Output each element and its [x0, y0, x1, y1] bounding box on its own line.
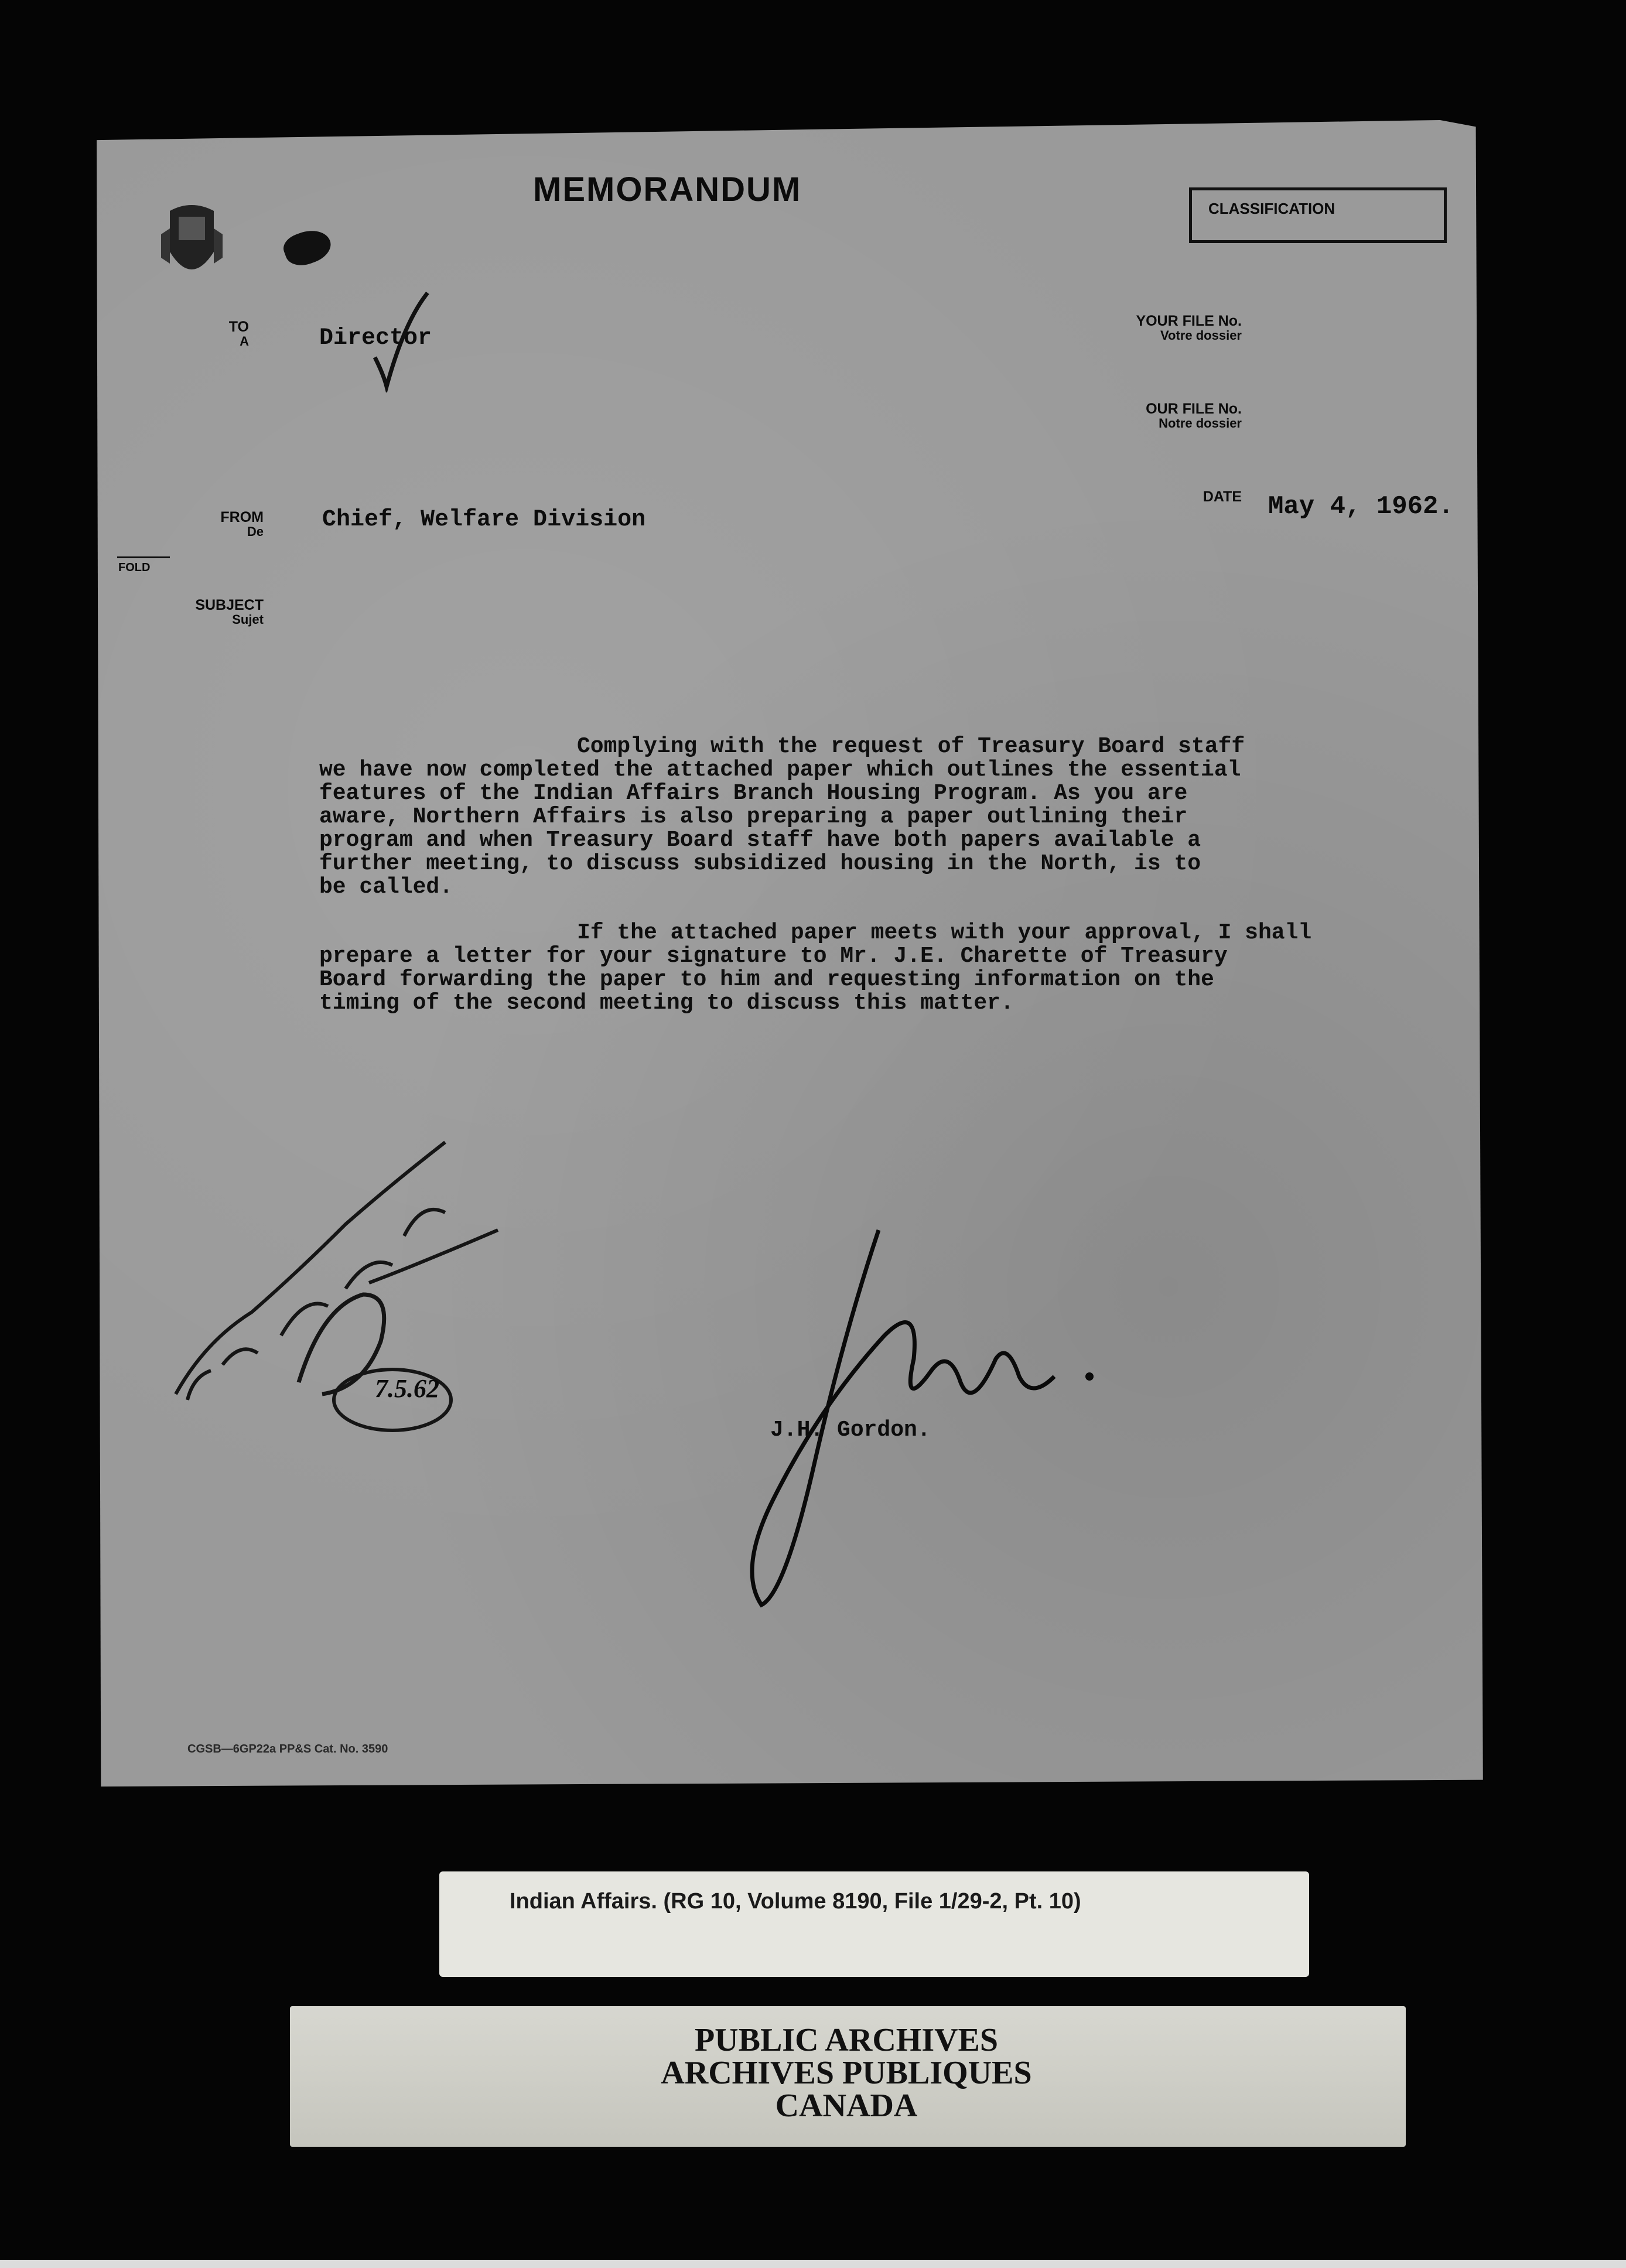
coat-of-arms-icon	[158, 199, 226, 287]
archive-reference-card	[439, 1871, 1309, 1977]
fold-line	[117, 556, 170, 558]
archives-line-3: CANADA	[775, 2088, 918, 2124]
body-paragraph-2: If the attached paper meets with your approval, I shall prepare a letter for your signature to Mr. J.E. Charette of Treasury Board forwarding the paper to him and requesting information on the timing of the second meeting to discuss this matter.	[319, 920, 1312, 1016]
date-label: DATE	[1203, 489, 1242, 505]
handwritten-date: 7.5.62	[375, 1374, 439, 1403]
to-value: Director	[319, 325, 432, 351]
public-archives-label	[290, 2006, 1406, 2147]
memo-title: MEMORANDUM	[533, 170, 802, 209]
from-value: Chief, Welfare Division	[322, 507, 646, 533]
classification-box	[1189, 187, 1447, 243]
memo-body	[319, 735, 1438, 1037]
archives-line-2: ARCHIVES PUBLIQUES	[661, 2055, 1032, 2091]
from-label: FROM De	[220, 509, 264, 539]
fold-label: FOLD	[118, 561, 151, 574]
form-number: CGSB—6GP22a PP&S Cat. No. 3590	[187, 1743, 388, 1755]
classification-label: CLASSIFICATION	[1208, 200, 1335, 217]
public-archives-text	[618, 2024, 1075, 2122]
handwritten-check-mark	[363, 287, 433, 392]
body-paragraph-1: Complying with the request of Treasury Board staff we have now completed the attached paper which outlines the essential features of the Indian Affairs Branch Housing Program. As you are aware, Northern Affairs is also preparing a paper outlining their program and when Treasury Board staff have both papers available a further meeting, to discuss subsidized housing in the North, is to be called.	[319, 734, 1245, 900]
our-file-label: OUR FILE No. Notre dossier	[1146, 401, 1242, 431]
date-value: May 4, 1962.	[1268, 492, 1454, 521]
to-label: TO A	[228, 319, 249, 349]
your-file-label: YOUR FILE No. Votre dossier	[1136, 313, 1242, 343]
archives-line-1: PUBLIC ARCHIVES	[694, 2022, 999, 2058]
bottom-film-strip	[0, 2260, 1626, 2268]
handwritten-note-icon	[170, 1119, 533, 1447]
signatory-name: J.H. Gordon.	[770, 1418, 931, 1443]
subject-label: SUBJECT Sujet	[195, 597, 264, 627]
archive-reference: Indian Affairs. (RG 10, Volume 8190, File 1/29-2, Pt. 10)	[510, 1889, 1081, 1914]
